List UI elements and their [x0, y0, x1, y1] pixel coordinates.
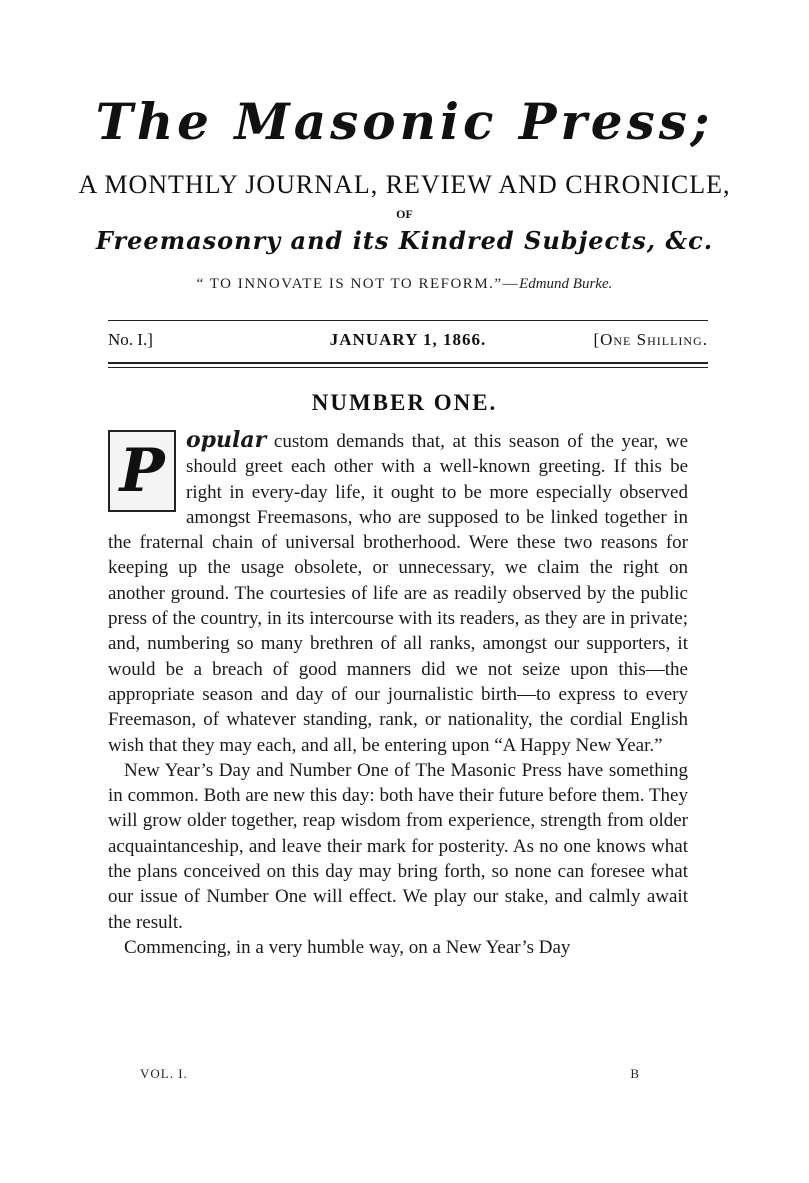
motto [0, 276, 809, 293]
paragraph-3: Commencing, in a very humble way, on a New Year’s Day [124, 936, 571, 958]
masthead-title: The Masonic Press; [95, 92, 714, 151]
article-body [108, 428, 688, 960]
paragraph-2: New Year’s Day and Number One of The Masonic Press have something in common. Both are new this day: both have their future before them. They will grow older together, reap wisdom from experience, strength from older acquaintanceship, and leave their mark for posterity. As no one knows what the plans conceived on this day may bring forth, so none can foresee what our issue of Number One will effect. We play our stake, and calmly await the result. [108, 759, 688, 933]
masthead-subtitle: A MONTHLY JOURNAL, REVIEW AND CHRONICLE, [78, 170, 731, 199]
masthead-of: OF [396, 207, 413, 221]
motto-author: Edmund Burke. [519, 276, 613, 292]
dateline [108, 330, 708, 352]
issue-number: No. I.] [108, 330, 153, 349]
volume-label: VOL. I. [140, 1066, 188, 1081]
page-footer [140, 1066, 640, 1086]
double-rule-top [108, 362, 708, 364]
double-rule-bottom [108, 367, 708, 368]
article-title: NUMBER ONE. [311, 390, 498, 415]
issue-date: JANUARY 1, 1866. [329, 330, 487, 349]
lead-word: opular [186, 427, 267, 453]
dropcap-ornament [108, 430, 176, 512]
issue-price: [One Shilling. [593, 330, 708, 349]
paragraph-1 [108, 428, 688, 758]
dropcap-letter: P [108, 430, 176, 512]
signature-mark: B [630, 1066, 640, 1081]
top-rule [108, 320, 708, 321]
motto-text: “ TO INNOVATE IS NOT TO REFORM.”— [196, 276, 520, 292]
masthead-subject: Freemasonry and its Kindred Subjects, &c. [95, 226, 714, 255]
paragraph-1-text: custom demands that, at this season of the year, we should greet each other with a well-known greeting. If this be right in every-day life, it ought to be more especially observed amongst Freemasons, who are supposed to be linked together in the fraternal chain of universal brotherhood. Were these two reasons for keeping up the usage obsolete, or unnecessary, we claim the right on another ground. The courtesies of life are as readily observed by the public press of the country, in its intercourse with its readers, as they are in private; and, numbering so many brethren of all ranks, amongst our supporters, it would be a breach of good manners did we not seize upon this—the appropriate season and day of our journalistic birth—to express to every Freemason, of whatever standing, rank, or nationality, the cordial English wish that they may each, and all, be entering upon “A Happy New Year.” [108, 431, 688, 756]
